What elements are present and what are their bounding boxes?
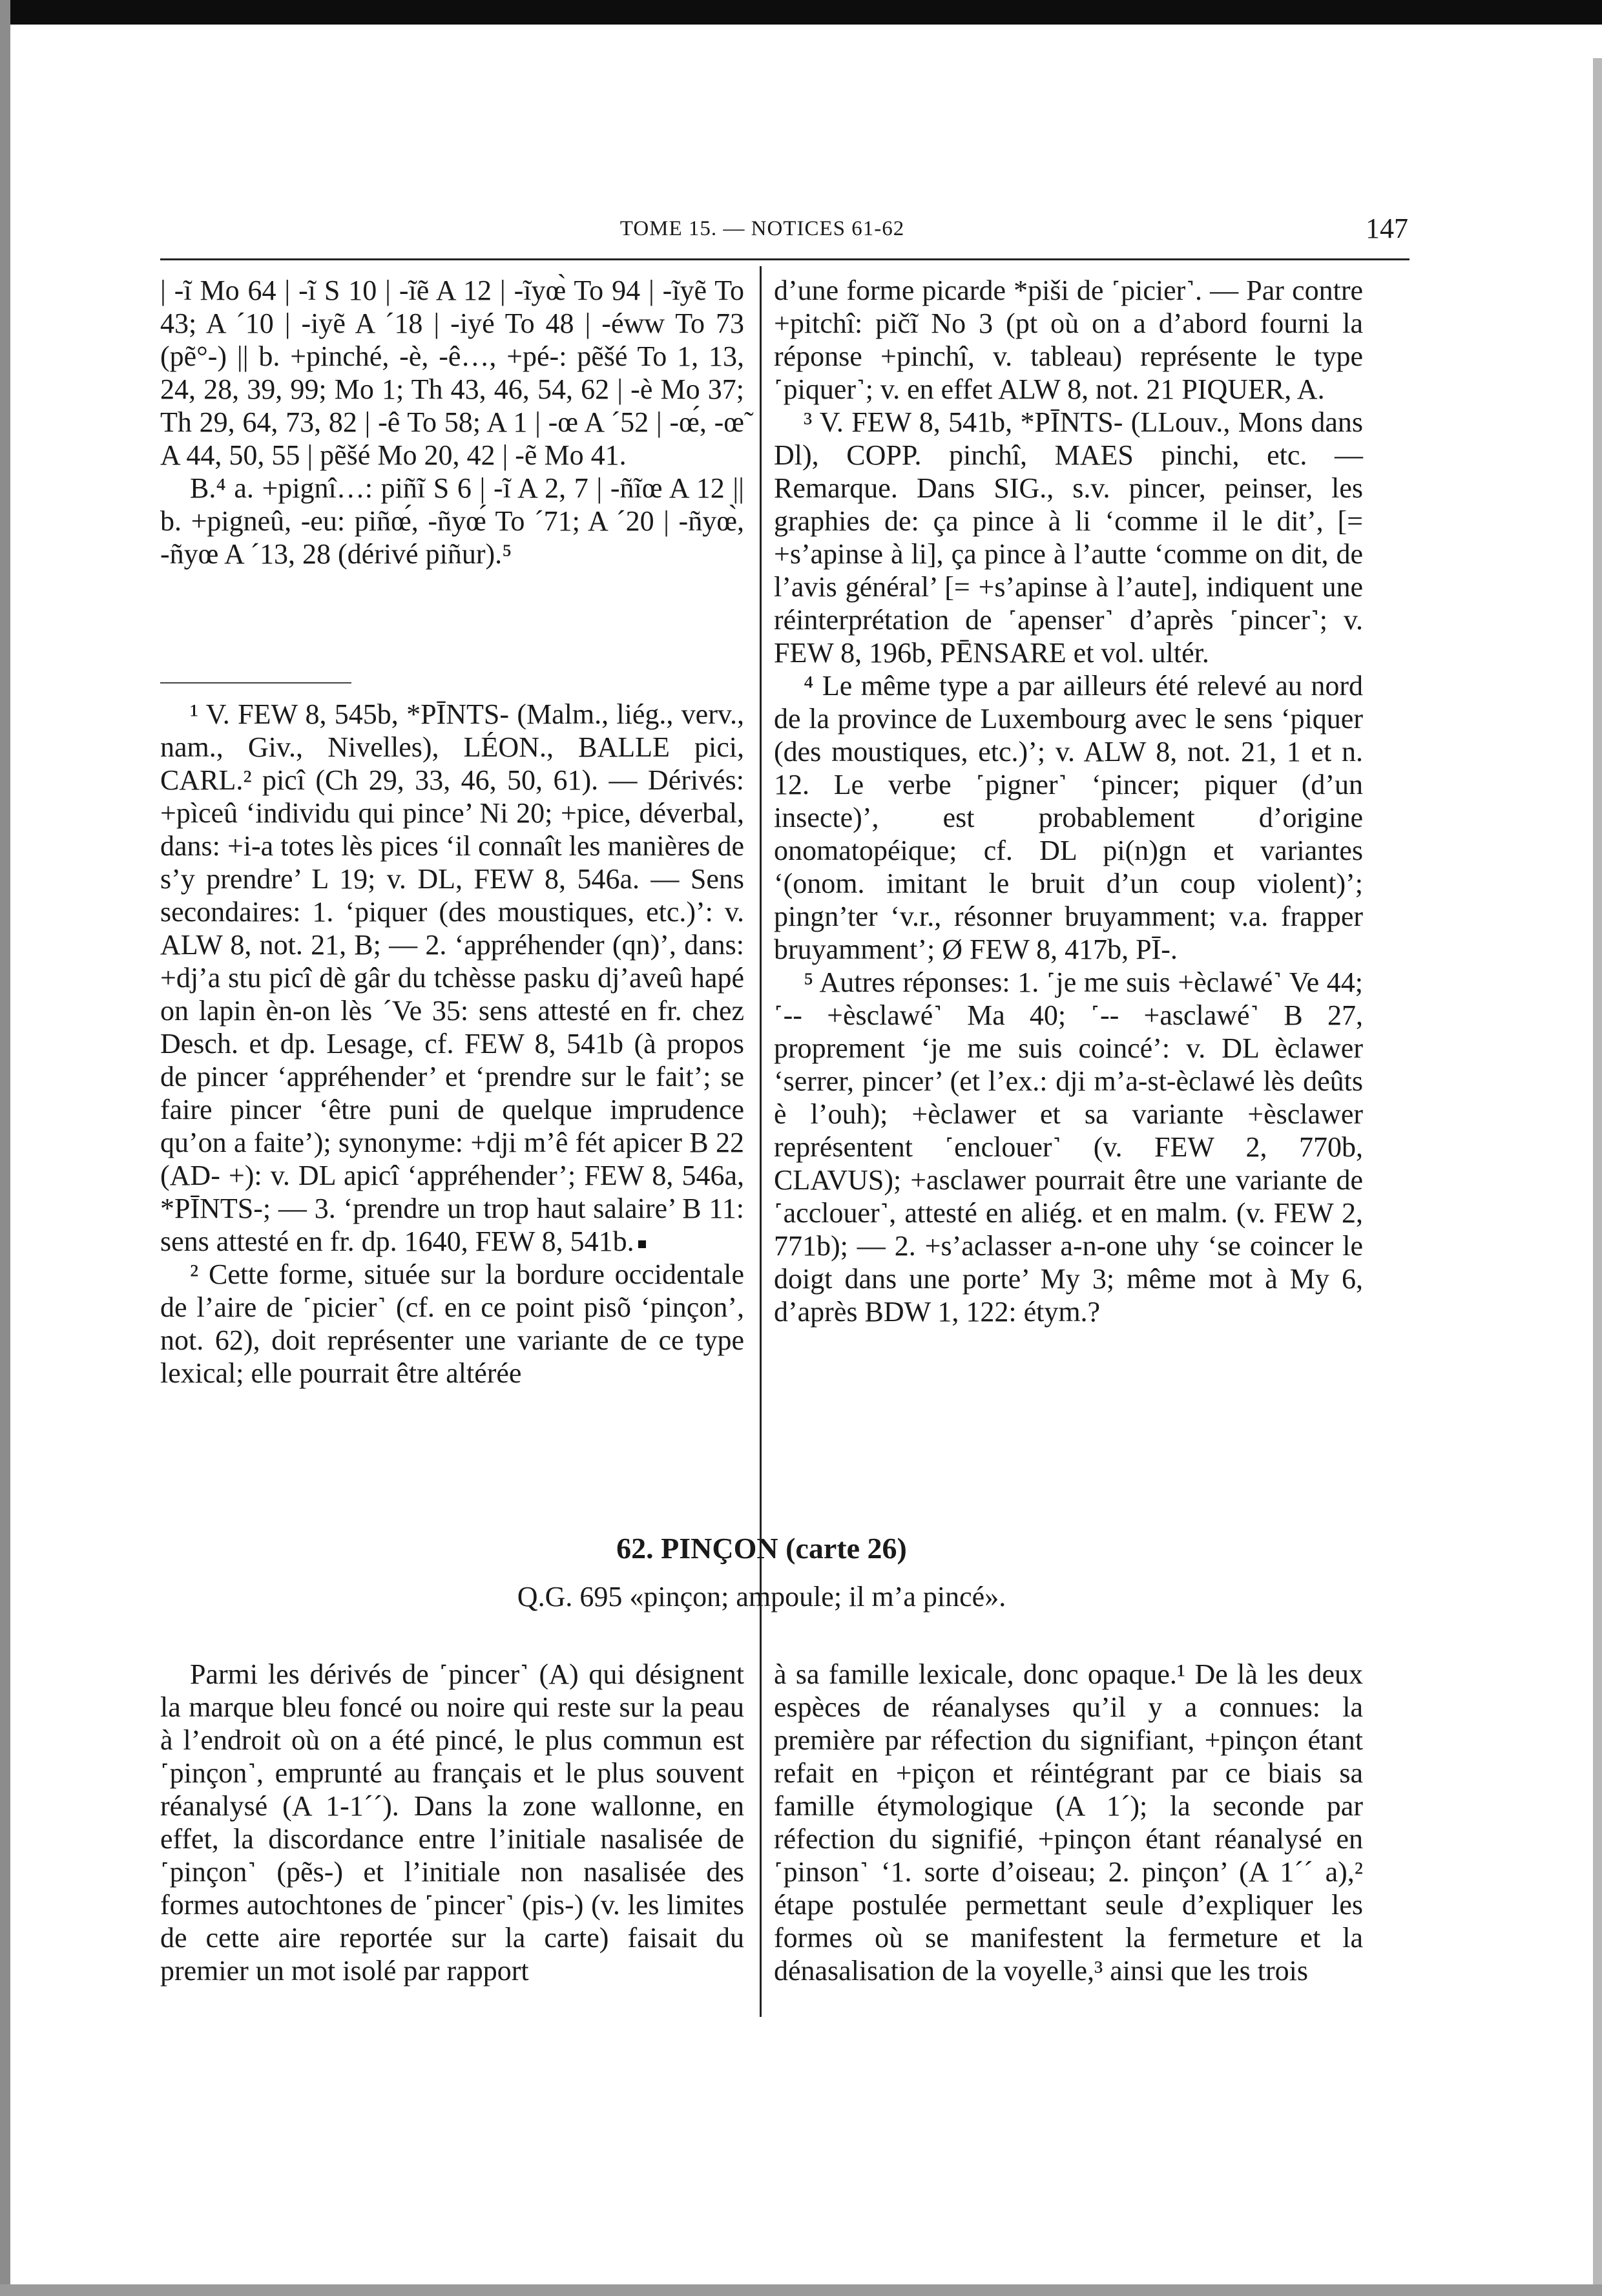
footnote-1 (160, 698, 744, 1258)
section-right-column (774, 1658, 1363, 1987)
scan-border-top (0, 0, 1602, 25)
paragraph-forms-a: | -ĩ Mo 64 | -ĩ S 10 | -ĩẽ A 12 | -ĩyœ̀ To 94 | -ĩyẽ To 43; A ´10 | -iyẽ A ´18 | -iyé To 48 | -éww To 73 (pẽ°-) || b. +pinché, -è, -ê…, +pé-: pẽšé To 1, 13, 24, 28, 39, 99; Mo 1; Th 43, 46, 54, 62 | -è Mo 37; Th 29, 64, 73, 82 | -ê To 58; A 1 | -œ A ´52 | -œ́, -œ̃ A 44, 50, 55 | pẽšé Mo 20, 42 | -ẽ Mo 41. (160, 275, 744, 471)
footnote-4: ⁴ Le même type a par ailleurs été relevé au nord de la province de Luxembourg avec le sens ‘piquer (des moustiques, etc.)’; v. ALW 8, not. 21, 1 et n. 12. Le verbe ˹pigner˺ ‘pincer; piquer (d’un insecte)’, est probablement d’origine onomatopéique; cf. DL pi(n)gn et variantes ‘(onom. imitant le bruit d’un coup violent)’; pingn’ter ‘v.r., résonner bruyamment; v.a. frapper bruyamment’; Ø FEW 8, 417b, PĪ-. (774, 670, 1363, 965)
paragraph-forms-b: B.⁴ a. +pignî…: piñĩ S 6 | -ĩ A 2, 7 | -ñĩœ A 12 || b. +pigneû, -eu: piñœ́, -ñyœ́ To ´71; A ´20 | -ñyœ̀, -ñyœ A ´13, 28 (dérivé piñur).⁵ (160, 472, 744, 570)
end-mark (638, 1240, 646, 1248)
right-column-footnotes (774, 274, 1363, 1328)
header-rule (160, 258, 1410, 260)
footnote-rule (160, 682, 351, 684)
footnote-2-continued: d’une forme picarde *piši de ˹picier˺. — Par contre +pitchî: pičĩ No 3 (pt où on a d’abord fourni la réponse +pinchî, v. tableau) représente le type ˹piquer˺; v. en effet ALW 8, not. 21 PIQUER, A. (774, 275, 1363, 405)
footnote-5: ⁵ Autres réponses: 1. ˹je me suis +èclawé˺ Ve 44; ˹-- +èsclawé˺ Ma 40; ˹-- +asclawé˺ B 27, proprement ‘je me suis coincé’: v. DL èclawer ‘serrer, pincer’ (et l’ex.: dji m’a-st-èclawé lès deûts è l’ouh); +èclawer et sa variante +èsclawer représentent ˹enclouer˺ (v. FEW 2, 770b, CLAVUS); +asclawer pourrait être une variante de ˹acclouer˺, attesté en aliég. et en malm. (v. FEW 2, 771b); — 2. +s’aclasser a-n-one uhy ‘se coincer le doigt dans une porte’ My 3; même mot à My 6, d’après BDW 1, 122: étym.? (774, 966, 1363, 1328)
running-head: TOME 15. — NOTICES 61-62 (619, 217, 905, 240)
footnote-2: ² Cette forme, située sur la bordure occidentale de l’aire de ˹picier˺ (cf. en ce point pisõ ‘pinçon’, not. 62), doit représenter une variante de ce type lexical; elle pourrait être altérée (160, 1258, 744, 1389)
section-subtitle: Q.G. 695 «pinçon; ampoule; il m’a pincé». (517, 1581, 1006, 1612)
section-left-column (160, 1658, 744, 1987)
section-title: 62. PINÇON (carte 26) (616, 1532, 907, 1565)
page-number: 147 (1366, 213, 1408, 244)
scan-border-left (0, 0, 10, 2296)
section-paragraph-right: à sa famille lexicale, donc opaque.¹ De là les deux espèces de réanalyses qu’il y a connues: la première par réfection du signifiant, +pinçon étant refait en +piçon et réintégrant par ce biais sa famille étymologique (A 1´); la seconde par réfection du signifié, +pinçon étant réanalysé en ˹pinson˺ ‘1. sorte d’oiseau; 2. pinçon’ (A 1´´ a),² étape postulée permettant seule d’expliquer les formes où se manifestent la fermeture et la dénasalisation de la voyelle,³ ainsi que les trois (774, 1658, 1363, 1987)
left-footnotes (160, 698, 744, 1390)
column-divider-bottom (760, 1649, 762, 2017)
left-column-body (160, 274, 744, 570)
footnote-3: ³ V. FEW 8, 541b, *PĪNTS- (LLouv., Mons dans Dl), COPP. pinchî, MAES pinchi, etc. — Remarque. Dans SIG., s.v. pincer, peinser, les graphies de: ça pince à li ‘comme il le dit’, [= +s’apinse à li], ça pince à l’autte ‘comme on dit, de l’avis général’ [= +s’apinse à l’aute], indiquent une réinterprétation de ˹apenser˺ d’après ˹pincer˺; v. FEW 8, 196b, PĒNSARE et vol. ultér. (774, 406, 1363, 669)
section-paragraph-left: Parmi les dérivés de ˹pincer˺ (A) qui désignent la marque bleu foncé ou noire qui reste sur la peau à l’endroit où on a été pincé, le plus commun est ˹pinçon˺, emprunté au français et le plus souvent réanalysé (A 1-1´´). Dans la zone wallonne, en effet, la discordance entre l’initiale nasalisée de ˹pinçon˺ (pẽs-) et l’initiale non nasalisée des formes autochtones de ˹pincer˺ (pis-) (v. les limites de cette aire reportée sur la carte) faisait du premier un mot isolé par rapport (160, 1658, 744, 1987)
scan-border-right (1593, 58, 1602, 2296)
scan-border-bottom (0, 2284, 1602, 2296)
footnote-1-text: ¹ V. FEW 8, 545b, *PĪNTS- (Malm., liég., verv., nam., Giv., Nivelles), LÉON., BALLE pici, CARL.² picî (Ch 29, 33, 46, 50, 61). — Dérivés: +pìceû ‘individu qui pince’ Ni 20; +pice, déverbal, dans: +i-a totes lès pices ‘il connaît les manières de s’y prendre’ L 19; v. DL, FEW 8, 546a. — Sens secondaires: 1. ‘piquer (des moustiques, etc.)’: v. ALW 8, not. 21, B; — 2. ‘appréhender (qn)’, dans: +dj’a stu picî dè gâr du tchèsse pasku dj’aveû hapé on lapin èn-on lès ´Ve 35: sens attesté en fr. chez Desch. et dp. Lesage, cf. FEW 8, 541b (à propos de pincer ‘appréhender’ et ‘prendre sur le fait’; se faire pincer ‘être puni de quelque imprudence qu’on a faite’); synonyme: +dji m’ê fét apicer B 22 (AD- +): v. DL apicî ‘appréhender’; FEW 8, 546a, *PĪNTS-; — 3. ‘prendre un trop haut salaire’ B 11: sens attesté en fr. dp. 1640, FEW 8, 541b. (160, 698, 744, 1257)
